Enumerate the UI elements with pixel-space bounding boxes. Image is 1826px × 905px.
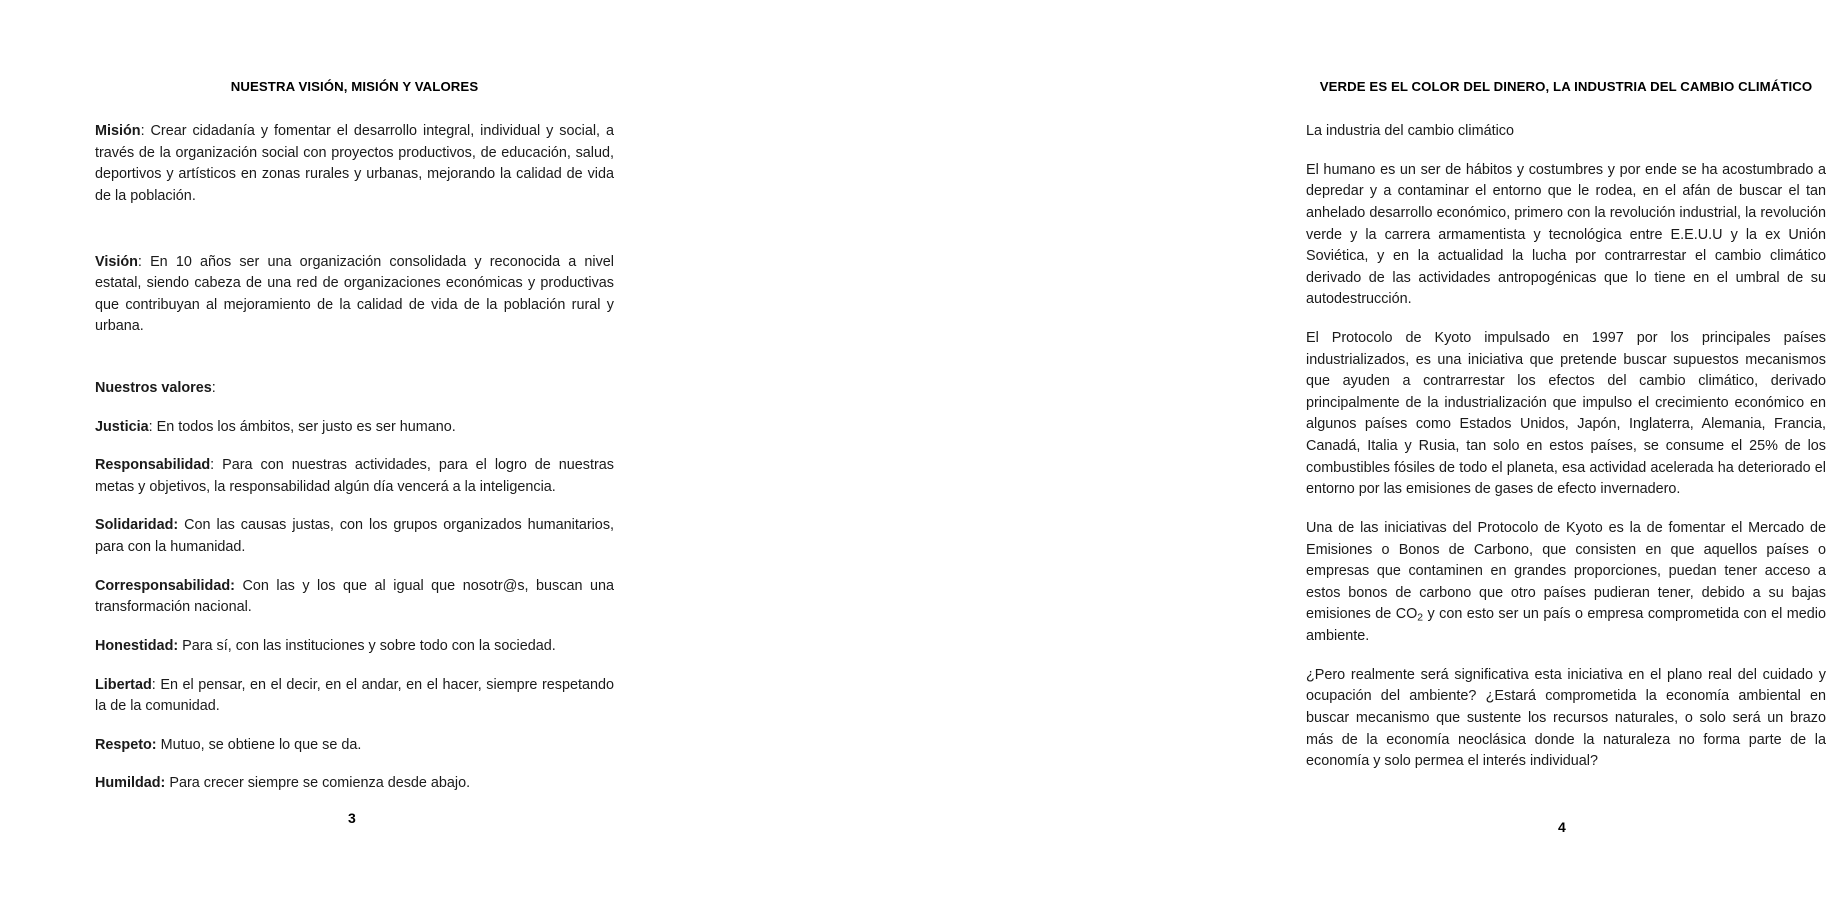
page-left-content [95,78,614,812]
paragraph-nuestros-valores [95,378,614,400]
page-number-right: 4 [1558,819,1566,835]
paragraph-body-responsabilidad: Para con nuestras actividades, para el logro de nuestras metas y objetivos, la responsabilidad algún día vencerá a la inteligencia. [95,457,614,495]
paragraph-separator: : [137,253,151,270]
paragraph-body-honestidad: Para sí, con las instituciones y sobre todo con la sociedad. [182,637,556,654]
paragraph-lead-libertad: Libertad [95,676,152,693]
paragraph-mision [95,121,614,207]
paragraph-bonos-carbono-part2: y con esto ser un país o empresa comprometida con el medio ambiente. [1306,606,1826,645]
paragraph-bonos-carbono-part1: Una de las iniciativas del Protocolo de Kyoto es la de fomentar el Mercado de Emisiones o Bonos de Carbono, que consisten en que aquellos países o empresas que contaminen en grandes proporciones, puedan tener acceso a estos bonos de carbono que otro países pudieran tener, debido a su bajas emisiones de CO [1306,519,1826,623]
paragraph-separator: : [148,418,157,435]
paragraph-body-justicia: En todos los ámbitos, ser justo es ser humano. [156,418,456,435]
paragraph-bonos-carbono [1306,518,1826,648]
paragraph-corresponsabilidad [95,576,614,619]
paragraph-lead-respeto: Respeto: [95,736,157,753]
page-title-right: VERDE ES EL COLOR DEL DINERO, LA INDUSTRIA DEL CAMBIO CLIMÁTICO [1319,79,1813,94]
page-right [640,0,1826,905]
paragraph-separator: : [211,380,216,397]
paragraph-lead-humildad: Humildad: [95,775,166,792]
page-right-content [1306,78,1826,790]
subtitle-industria-cambio-climatico: La industria del cambio climático [1306,123,1514,140]
page-left [0,0,640,905]
paragraph-separator: : [151,676,161,693]
paragraph-honestidad [95,636,614,658]
paragraph-body-respeto: Mutuo, se obtiene lo que se da. [160,736,362,753]
paragraph-body-libertad: En el pensar, en el decir, en el andar, en el hacer, siempre respetando la de la comunidad. [95,676,615,715]
paragraph-lead-mision: Misión [95,123,141,140]
paragraph-lead-nuestros-valores: Nuestros valores [95,380,212,397]
paragraph-protocolo-kyoto: El Protocolo de Kyoto impulsado en 1997 por los principales países industrializados, es una iniciativa que pretende buscar supuestos mecanismos que ayuden a contrarrestar los efectos del cambio climático, derivado principalmente de la industrialización que impulso el crecimiento económico en algunos países como Estados Unidos, Japón, Inglaterra, Alemania, Francia, Canadá, Italia y Rusia, tan solo en estos países, se consume el 25% de los combustibles fósiles de todo el planeta, esa actividad acelerada ha deteriorado el entorno por las emisiones de gases de efecto invernadero. [1306,330,1826,498]
paragraph-body-solidaridad: Con las causas justas, con los grupos organizados humanitarios, para con la humanidad. [95,517,615,556]
paragraph-lead-corresponsabilidad: Corresponsabilidad: [95,577,235,594]
paragraph-lead-solidaridad: Solidaridad: [95,517,179,534]
paragraph-body-mision: Crear cidadanía y fomentar el desarrollo integral, individual y social, a través de la organización social con proyectos productivos, de educación, salud, deportivos y artísticos en zonas rurales y urbanas, mejorando la calidad de vida de la población. [95,123,614,204]
paragraph-lead-honestidad: Honestidad: [95,637,179,654]
paragraph-humano-habitos: El humano es un ser de hábitos y costumbres y por ende se ha acostumbrado a depredar y a contaminar el entorno que le rodea, en el afán de buscar el tan anhelado desarrollo económico, primero con la revolución industrial, la revolución verde y la carrera armamentista y tecnológica entre E.E.U.U y la ex Unión Soviética, y en la actualidad la lucha por contrarrestar el cambio climático derivado de las actividades antropogénicas que lo tiene en el umbral de su autodestrucción. [1306,161,1826,308]
paragraph-lead-vision: Visión [95,253,138,270]
paragraph-body-humildad: Para crecer siempre se comienza desde abajo. [169,775,471,792]
paragraph-responsabilidad [95,455,614,498]
paragraph-lead-responsabilidad: Responsabilidad [95,457,211,474]
paragraph-pregunta-final: ¿Pero realmente será significativa esta iniciativa en el plano real del cuidado y ocupación del ambiente? ¿Estará comprometida la economía ambiental en buscar mecanismo que sustente los recursos naturales, o solo será un brazo más de la economía neoclásica donde la naturaleza no forma parte de la economía y solo permea el interés individual? [1306,666,1826,770]
paragraph-respeto [95,735,614,757]
co2-subscript: 2 [1417,612,1424,624]
paragraph-separator: : [210,457,223,474]
paragraph-body-vision: En 10 años ser una organización consolidada y reconocida a nivel estatal, siendo cabeza de una red de organizaciones económicas y productivas que contribuyan al mejoramiento de la calidad de vida de la población rural y urbana. [95,253,614,335]
page-number-left: 3 [348,810,356,826]
paragraph-humildad [95,773,614,795]
paragraph-justicia [95,417,614,439]
paragraph-lead-justicia: Justicia [95,418,149,435]
paragraph-libertad [95,675,614,718]
paragraph-solidaridad [95,515,614,558]
paragraph-vision [95,252,614,338]
page-title-left: NUESTRA VISIÓN, MISIÓN Y VALORES [230,79,479,94]
paragraph-body-corresponsabilidad: Con las y los que al igual que nosotr@s, buscan una transformación nacional. [95,577,614,616]
paragraph-separator: : [140,123,151,140]
